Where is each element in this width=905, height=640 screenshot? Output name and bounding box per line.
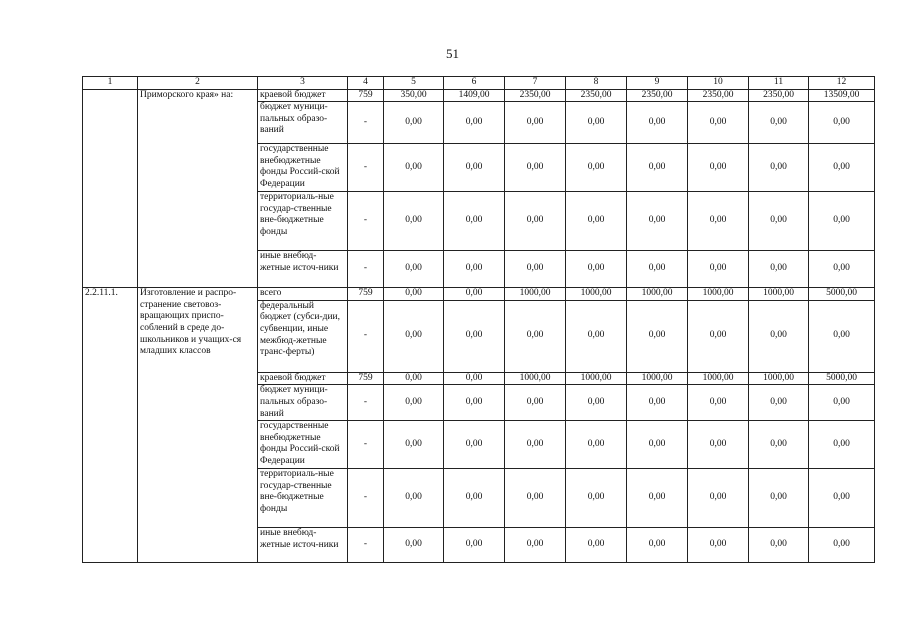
value-cell: - <box>348 102 384 144</box>
value-cell: 0,00 <box>566 192 627 251</box>
value-cell: 1000,00 <box>688 372 749 385</box>
value-cell: 1000,00 <box>505 372 566 385</box>
value-cell: 5000,00 <box>809 372 875 385</box>
value-cell: 0,00 <box>444 469 505 528</box>
column-header: 3 <box>258 77 348 90</box>
value-cell: 0,00 <box>566 144 627 192</box>
value-cell: - <box>348 192 384 251</box>
value-cell: 1000,00 <box>749 288 809 301</box>
value-cell: 0,00 <box>688 528 749 563</box>
value-cell: - <box>348 528 384 563</box>
value-cell: 0,00 <box>384 385 444 421</box>
value-cell: 0,00 <box>444 421 505 469</box>
value-cell: 0,00 <box>688 385 749 421</box>
value-cell: 350,00 <box>384 89 444 102</box>
value-cell: 1000,00 <box>566 288 627 301</box>
value-cell: 759 <box>348 89 384 102</box>
value-cell: 1000,00 <box>566 372 627 385</box>
value-cell: 0,00 <box>566 469 627 528</box>
column-header: 7 <box>505 77 566 90</box>
value-cell: 0,00 <box>444 251 505 288</box>
value-cell: 2350,00 <box>505 89 566 102</box>
value-cell: - <box>348 469 384 528</box>
value-cell: 0,00 <box>505 251 566 288</box>
code-cell <box>83 89 138 288</box>
value-cell: 0,00 <box>566 421 627 469</box>
value-cell: 0,00 <box>809 421 875 469</box>
value-cell: 759 <box>348 372 384 385</box>
value-cell: 0,00 <box>809 385 875 421</box>
value-cell: 1000,00 <box>627 288 688 301</box>
value-cell: 759 <box>348 288 384 301</box>
value-cell: 0,00 <box>505 469 566 528</box>
value-cell: 1000,00 <box>749 372 809 385</box>
column-header: 1 <box>83 77 138 90</box>
funding-source: краевой бюджет <box>258 372 348 385</box>
value-cell: 0,00 <box>384 528 444 563</box>
value-cell: 0,00 <box>688 421 749 469</box>
value-cell: 0,00 <box>444 192 505 251</box>
value-cell: 0,00 <box>627 102 688 144</box>
value-cell: 0,00 <box>749 385 809 421</box>
table-row <box>83 89 875 102</box>
value-cell: 0,00 <box>566 528 627 563</box>
column-header: 9 <box>627 77 688 90</box>
value-cell: 0,00 <box>688 144 749 192</box>
value-cell: - <box>348 300 384 372</box>
value-cell: 0,00 <box>384 144 444 192</box>
value-cell: 0,00 <box>384 251 444 288</box>
value-cell: 0,00 <box>749 192 809 251</box>
value-cell: 0,00 <box>384 372 444 385</box>
value-cell: 0,00 <box>749 144 809 192</box>
value-cell: 0,00 <box>809 144 875 192</box>
value-cell: 0,00 <box>809 192 875 251</box>
value-cell: 0,00 <box>809 102 875 144</box>
funding-source: иные внебюд-жетные источ-ники <box>258 528 348 563</box>
value-cell: 0,00 <box>566 102 627 144</box>
value-cell: 0,00 <box>566 251 627 288</box>
funding-source: государственные внебюджетные фонды Россий-ской Федерации <box>258 421 348 469</box>
value-cell: 0,00 <box>505 192 566 251</box>
column-header: 6 <box>444 77 505 90</box>
value-cell: 0,00 <box>627 300 688 372</box>
value-cell: 0,00 <box>809 251 875 288</box>
value-cell: 0,00 <box>444 288 505 301</box>
value-cell: 0,00 <box>505 421 566 469</box>
column-header: 12 <box>809 77 875 90</box>
funding-source: иные внебюд-жетные источ-ники <box>258 251 348 288</box>
value-cell: 0,00 <box>749 102 809 144</box>
value-cell: 0,00 <box>749 528 809 563</box>
funding-source: всего <box>258 288 348 301</box>
value-cell: - <box>348 251 384 288</box>
value-cell: 0,00 <box>505 385 566 421</box>
funding-source: бюджет муници-пальных образо-ваний <box>258 385 348 421</box>
value-cell: 0,00 <box>384 288 444 301</box>
value-cell: 0,00 <box>809 469 875 528</box>
value-cell: 0,00 <box>749 469 809 528</box>
value-cell: 2350,00 <box>749 89 809 102</box>
value-cell: 0,00 <box>627 192 688 251</box>
value-cell: 1000,00 <box>505 288 566 301</box>
column-header: 2 <box>138 77 258 90</box>
value-cell: 0,00 <box>444 385 505 421</box>
value-cell: 0,00 <box>627 144 688 192</box>
funding-source: бюджет муници-пальных образо-ваний <box>258 102 348 144</box>
value-cell: - <box>348 421 384 469</box>
value-cell: 0,00 <box>809 300 875 372</box>
value-cell: 0,00 <box>505 300 566 372</box>
funding-source: территориаль-ные государ-ственные вне-бюджетные фонды <box>258 192 348 251</box>
value-cell: 0,00 <box>627 528 688 563</box>
value-cell: 0,00 <box>444 102 505 144</box>
value-cell: 0,00 <box>566 300 627 372</box>
value-cell: 0,00 <box>505 102 566 144</box>
value-cell: 0,00 <box>505 528 566 563</box>
value-cell: 0,00 <box>627 385 688 421</box>
funding-source: краевой бюджет <box>258 89 348 102</box>
value-cell: 0,00 <box>384 102 444 144</box>
value-cell: 13509,00 <box>809 89 875 102</box>
value-cell: 0,00 <box>444 300 505 372</box>
value-cell: 0,00 <box>444 372 505 385</box>
funding-source: территориаль-ные государ-ственные вне-бюджетные фонды <box>258 469 348 528</box>
value-cell: 2350,00 <box>688 89 749 102</box>
funding-source: федеральный бюджет (субси-дии, субвенции, иные межбюд-жетные транс-ферты) <box>258 300 348 372</box>
value-cell: 1409,00 <box>444 89 505 102</box>
value-cell: 0,00 <box>566 385 627 421</box>
page-number: 51 <box>446 46 459 61</box>
column-header: 5 <box>384 77 444 90</box>
column-header: 8 <box>566 77 627 90</box>
column-header: 10 <box>688 77 749 90</box>
value-cell: 0,00 <box>384 421 444 469</box>
value-cell: 1000,00 <box>688 288 749 301</box>
value-cell: 0,00 <box>384 192 444 251</box>
column-header: 4 <box>348 77 384 90</box>
value-cell: 0,00 <box>384 300 444 372</box>
value-cell: 0,00 <box>505 144 566 192</box>
value-cell: 5000,00 <box>809 288 875 301</box>
value-cell: 0,00 <box>688 102 749 144</box>
value-cell: 0,00 <box>749 300 809 372</box>
value-cell: 0,00 <box>627 469 688 528</box>
measure-code: 2.2.11.1. <box>83 288 138 563</box>
value-cell: 0,00 <box>749 251 809 288</box>
value-cell: 0,00 <box>688 192 749 251</box>
value-cell: 1000,00 <box>627 372 688 385</box>
value-cell: 0,00 <box>627 421 688 469</box>
value-cell: 0,00 <box>384 469 444 528</box>
value-cell: 0,00 <box>809 528 875 563</box>
value-cell: 0,00 <box>688 469 749 528</box>
column-number-row <box>83 77 875 90</box>
budget-table <box>82 76 875 563</box>
value-cell: 0,00 <box>749 421 809 469</box>
value-cell: - <box>348 144 384 192</box>
value-cell: 2350,00 <box>627 89 688 102</box>
value-cell: 2350,00 <box>566 89 627 102</box>
value-cell: - <box>348 385 384 421</box>
table-row <box>83 288 875 301</box>
value-cell: 0,00 <box>688 251 749 288</box>
measure-label: Изготовление и распро-странение световоз-вращающих приспо-соблений в среде до-школьников и учащих-ся младших классов <box>138 288 258 563</box>
value-cell: 0,00 <box>688 300 749 372</box>
value-cell: 0,00 <box>444 144 505 192</box>
column-header: 11 <box>749 77 809 90</box>
value-cell: 0,00 <box>627 251 688 288</box>
funding-source: государственные внебюджетные фонды Россий-ской Федерации <box>258 144 348 192</box>
measure-label: Приморского края» на: <box>138 89 258 288</box>
value-cell: 0,00 <box>444 528 505 563</box>
